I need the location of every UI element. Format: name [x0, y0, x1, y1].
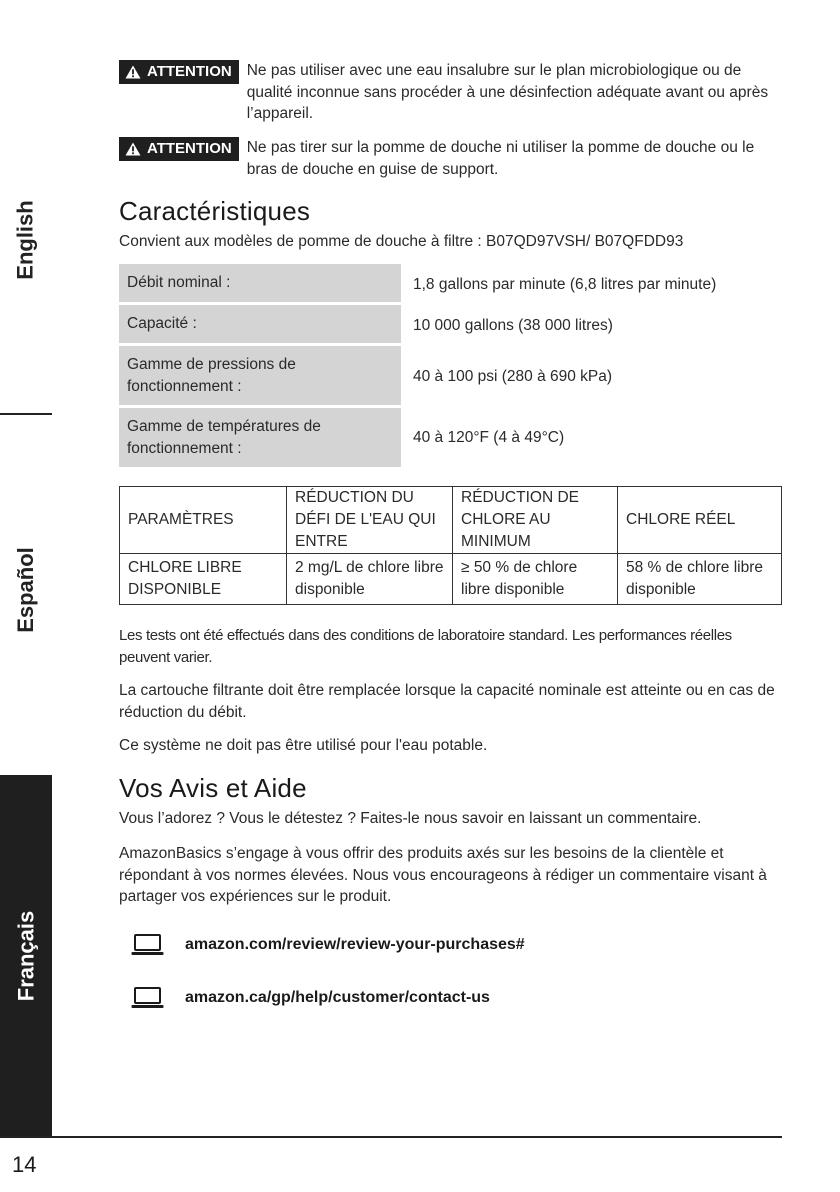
test-note: Les tests ont été effectués dans des conditions de laboratoire standard. Les performances réelles peuvent varier. — [119, 627, 732, 666]
table-header-cell: CHLORE RÉEL — [618, 487, 782, 554]
warning-block — [119, 137, 781, 180]
footer-divider — [0, 1136, 782, 1138]
spec-value: 10 000 gallons (38 000 litres) — [413, 316, 613, 334]
table-cell: CHLORE LIBRE DISPONIBLE — [120, 554, 287, 605]
page-number: 14 — [12, 1152, 37, 1177]
spec-table — [119, 264, 759, 467]
table-cell: ≥ 50 % de chlore libre disponible — [453, 554, 618, 605]
help-paragraph: AmazonBasics s’engage à vous offrir des produits axés sur les besoins de la clientèle et répondant à vos normes élevées. Nous vous encourageons à rédiger un commentaire visant à partager vos expériences sur le produit. — [119, 845, 767, 905]
spec-label: Gamme de pressions de fonctionnement : — [119, 346, 401, 408]
spec-label: Capacité : — [119, 305, 401, 346]
side-tab-espanol — [0, 520, 52, 660]
chlorine-table — [119, 486, 782, 605]
review-link[interactable]: amazon.com/review/review-your-purchases# — [185, 936, 525, 953]
contact-link[interactable]: amazon.ca/gp/help/customer/contact-us — [185, 989, 490, 1006]
attention-badge — [119, 137, 239, 161]
spec-row — [119, 408, 759, 467]
side-tab-espanol-label: Español — [13, 547, 39, 633]
warning-triangle-icon — [125, 65, 141, 79]
spec-row — [119, 264, 759, 305]
side-tab-english — [0, 170, 52, 310]
contact-link-row[interactable] — [131, 987, 490, 1009]
attention-label: ATTENTION — [147, 140, 232, 157]
warning-text: Ne pas tirer sur la pomme de douche ni utiliser la pomme de douche ou le bras de douche en guise de support. — [246, 139, 755, 178]
table-header-cell: PARAMÈTRES — [120, 487, 287, 554]
table-header-row — [120, 487, 782, 554]
spec-row — [119, 305, 759, 346]
side-tab-english-label: English — [13, 200, 39, 280]
spec-label: Débit nominal : — [119, 264, 401, 305]
warning-text: Ne pas utiliser avec une eau insalubre sur le plan microbiologique ou de qualité inconnue sans procéder à une désinfection adéquate avant ou après l’appareil. — [246, 62, 769, 122]
laptop-icon — [131, 987, 164, 1009]
table-header-cell: RÉDUCTION DU DÉFI DE L'EAU QUI ENTRE — [287, 487, 453, 554]
side-tab-francais-label: Français — [13, 910, 38, 1002]
attention-label: ATTENTION — [147, 63, 232, 80]
laptop-icon — [131, 934, 164, 956]
spec-row — [119, 346, 759, 408]
help-paragraph: Vous l’adorez ? Vous le détestez ? Faites-le nous savoir en laissant un commentaire. — [119, 810, 702, 827]
table-cell: 58 % de chlore libre disponible — [618, 554, 782, 605]
warning-triangle-icon — [125, 142, 141, 156]
table-header-cell: RÉDUCTION DE CHLORE AU MINIMUM — [453, 487, 618, 554]
specs-heading: Caractéristiques — [119, 196, 311, 226]
spec-value: 40 à 120°F (4 à 49°C) — [413, 428, 565, 446]
attention-badge — [119, 60, 239, 84]
side-divider — [0, 413, 52, 415]
side-tab-francais — [0, 775, 52, 1137]
warning-block — [119, 60, 781, 125]
table-row — [120, 554, 782, 605]
table-cell: 2 mg/L de chlore libre disponible — [287, 554, 453, 605]
review-link-row[interactable] — [131, 934, 525, 956]
spec-value: 40 à 100 psi (280 à 690 kPa) — [413, 368, 613, 386]
spec-value: 1,8 gallons par minute (6,8 litres par minute) — [413, 275, 717, 293]
potable-water-note: Ce système ne doit pas être utilisé pour l'eau potable. — [119, 737, 488, 754]
spec-label: Gamme de températures de fonctionnement : — [119, 408, 401, 467]
help-heading: Vos Avis et Aide — [119, 773, 307, 803]
specs-intro: Convient aux modèles de pomme de douche à filtre : B07QD97VSH/ B07QFDD93 — [119, 233, 684, 250]
cartridge-note: La cartouche filtrante doit être remplacée lorsque la capacité nominale est atteinte ou en cas de réduction du débit. — [119, 682, 775, 721]
